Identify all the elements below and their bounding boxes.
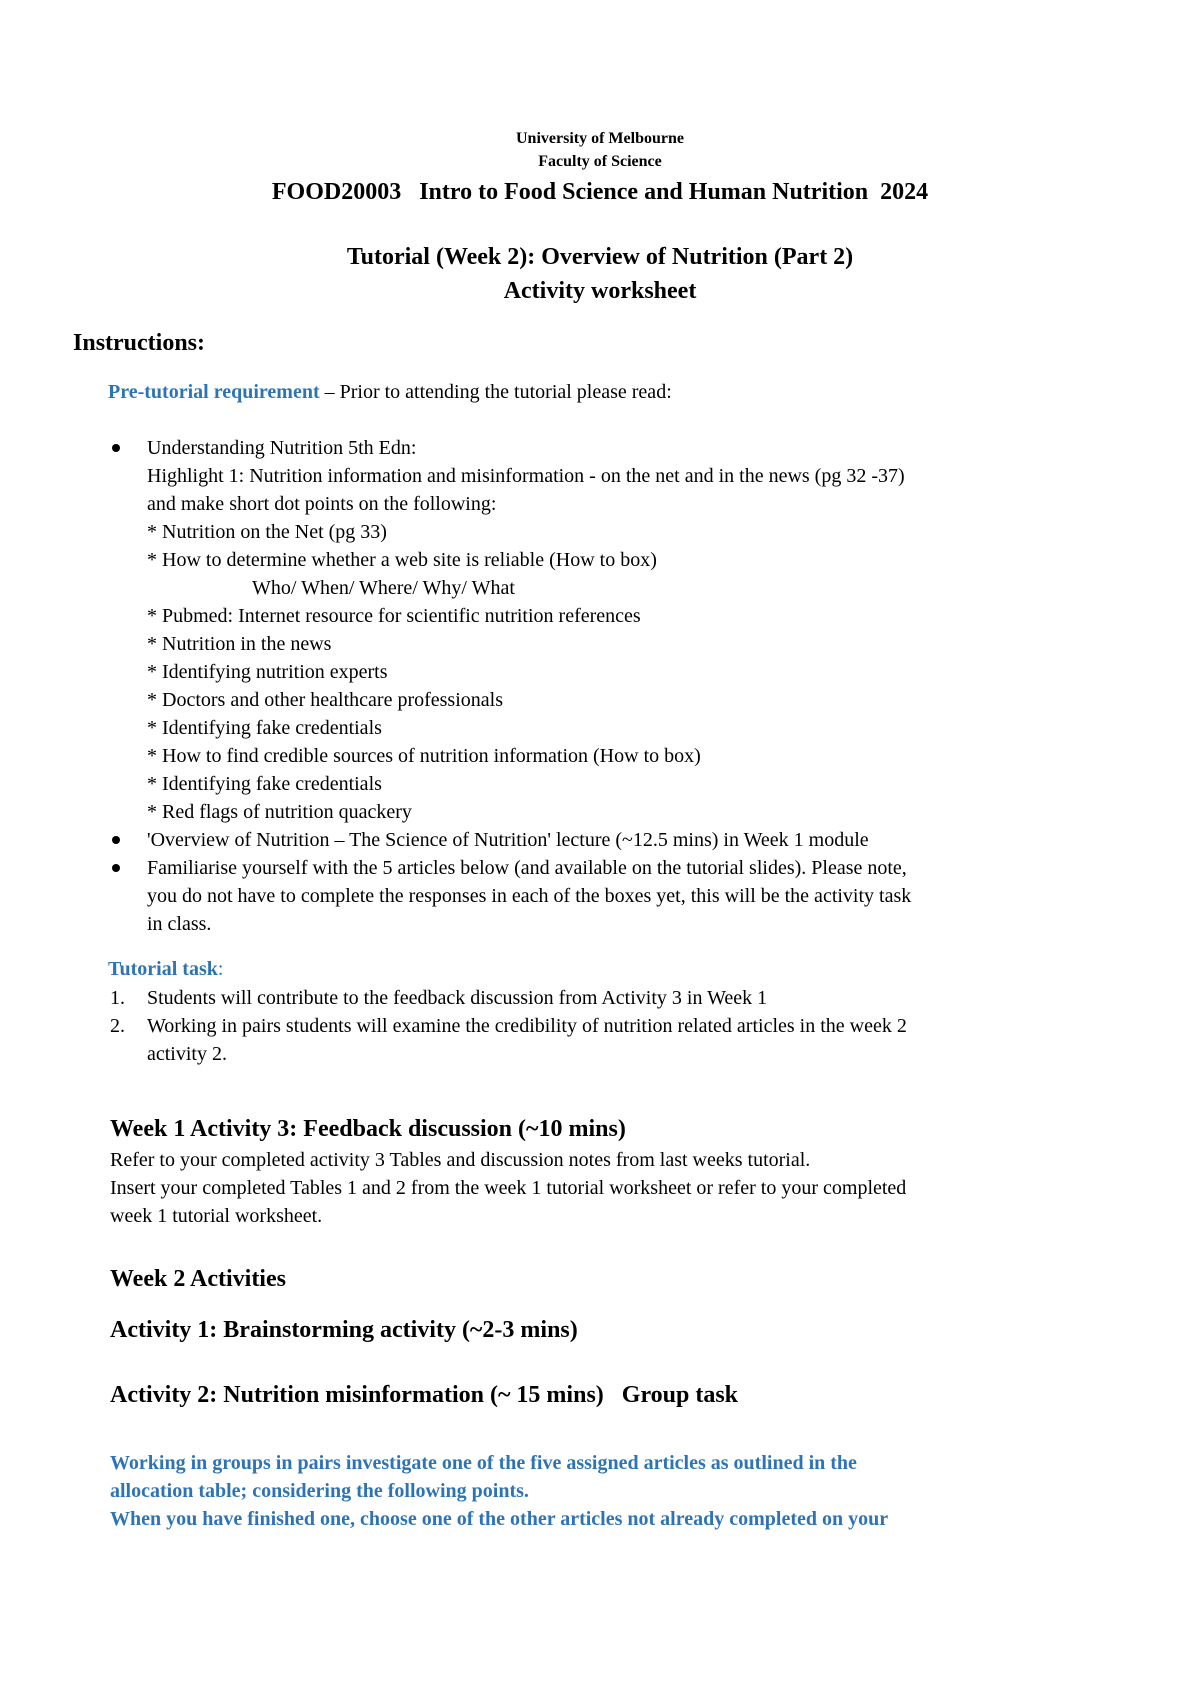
- week1-text-line: Insert your completed Tables 1 and 2 from the week 1 tutorial worksheet or refer to your completed: [110, 1177, 907, 1199]
- faculty-name: Faculty of Science: [538, 153, 662, 170]
- sub-point: * Doctors and other healthcare professionals: [147, 689, 503, 711]
- pre-tutorial-label: Pre-tutorial requirement: [108, 381, 320, 403]
- bullet-line: you do not have to complete the responses in each of the boxes yet, this will be the activity task: [147, 885, 912, 907]
- bullet-dot: [112, 836, 120, 844]
- tutorial-task-heading: [108, 955, 223, 983]
- pre-tutorial-line: [108, 378, 672, 406]
- activity2-instruction-line: allocation table; considering the following points.: [110, 1480, 529, 1502]
- bullet-line: and make short dot points on the following:: [147, 493, 497, 515]
- bullet-item-lecture: 'Overview of Nutrition – The Science of Nutrition' lecture (~12.5 mins) in Week 1 module: [147, 829, 869, 851]
- week1-text-line: week 1 tutorial worksheet.: [110, 1205, 323, 1227]
- sub-point: * Nutrition in the news: [147, 633, 332, 655]
- bullet-dot: [112, 444, 120, 452]
- activity1-heading: Activity 1: Brainstorming activity (~2-3 mins): [110, 1317, 578, 1343]
- sub-point: * Red flags of nutrition quackery: [147, 801, 412, 823]
- university-name: University of Melbourne: [516, 130, 684, 147]
- tutorial-task-label: Tutorial task: [108, 958, 218, 980]
- task-item-continued: activity 2.: [147, 1043, 227, 1065]
- bullet-line: Highlight 1: Nutrition information and misinformation - on the net and in the news (pg 32 -37): [147, 465, 905, 487]
- week2-heading: Week 2 Activities: [110, 1266, 286, 1292]
- worksheet-title: Activity worksheet: [503, 278, 697, 304]
- task-number: 2.: [110, 1015, 125, 1037]
- pre-tutorial-text: – Prior to attending the tutorial please read:: [319, 381, 672, 403]
- sub-point: * How to determine whether a web site is reliable (How to box): [147, 549, 657, 571]
- sub-point: * Nutrition on the Net (pg 33): [147, 521, 387, 543]
- activity2-instruction-line: Working in groups in pairs investigate one of the five assigned articles as outlined in the: [110, 1452, 857, 1474]
- bullet-line: in class.: [147, 913, 212, 935]
- sub-point: * How to find credible sources of nutrition information (How to box): [147, 745, 701, 767]
- task-number: 1.: [110, 987, 125, 1009]
- tutorial-title: Tutorial (Week 2): Overview of Nutrition (Part 2): [346, 244, 854, 270]
- sub-point: * Identifying fake credentials: [147, 773, 382, 795]
- sub-point: * Identifying fake credentials: [147, 717, 382, 739]
- sub-point: * Pubmed: Internet resource for scientific nutrition references: [147, 605, 641, 627]
- sub-point: * Identifying nutrition experts: [147, 661, 388, 683]
- course-title: FOOD20003 Intro to Food Science and Human Nutrition 2024: [271, 179, 929, 205]
- activity2-instruction-line: When you have finished one, choose one of the other articles not already completed on your: [110, 1508, 889, 1530]
- bullet-item-articles: Familiarise yourself with the 5 articles below (and available on the tutorial slides). Please note,: [147, 857, 907, 879]
- week1-text-line: Refer to your completed activity 3 Tables and discussion notes from last weeks tutorial.: [110, 1149, 811, 1171]
- sub-point-detail: Who/ When/ Where/ Why/ What: [252, 577, 515, 599]
- tutorial-task-colon: :: [217, 958, 224, 980]
- activity2-heading: Activity 2: Nutrition misinformation (~ 15 mins) Group task: [110, 1382, 739, 1408]
- instructions-heading: Instructions:: [73, 330, 206, 356]
- bullet-dot: [112, 864, 120, 872]
- bullet-item-textbook: Understanding Nutrition 5th Edn:: [147, 437, 417, 459]
- week1-heading: Week 1 Activity 3: Feedback discussion (~10 mins): [110, 1116, 626, 1142]
- task-item: Working in pairs students will examine the credibility of nutrition related articles in the week 2: [147, 1015, 907, 1037]
- task-item: Students will contribute to the feedback discussion from Activity 3 in Week 1: [147, 987, 768, 1009]
